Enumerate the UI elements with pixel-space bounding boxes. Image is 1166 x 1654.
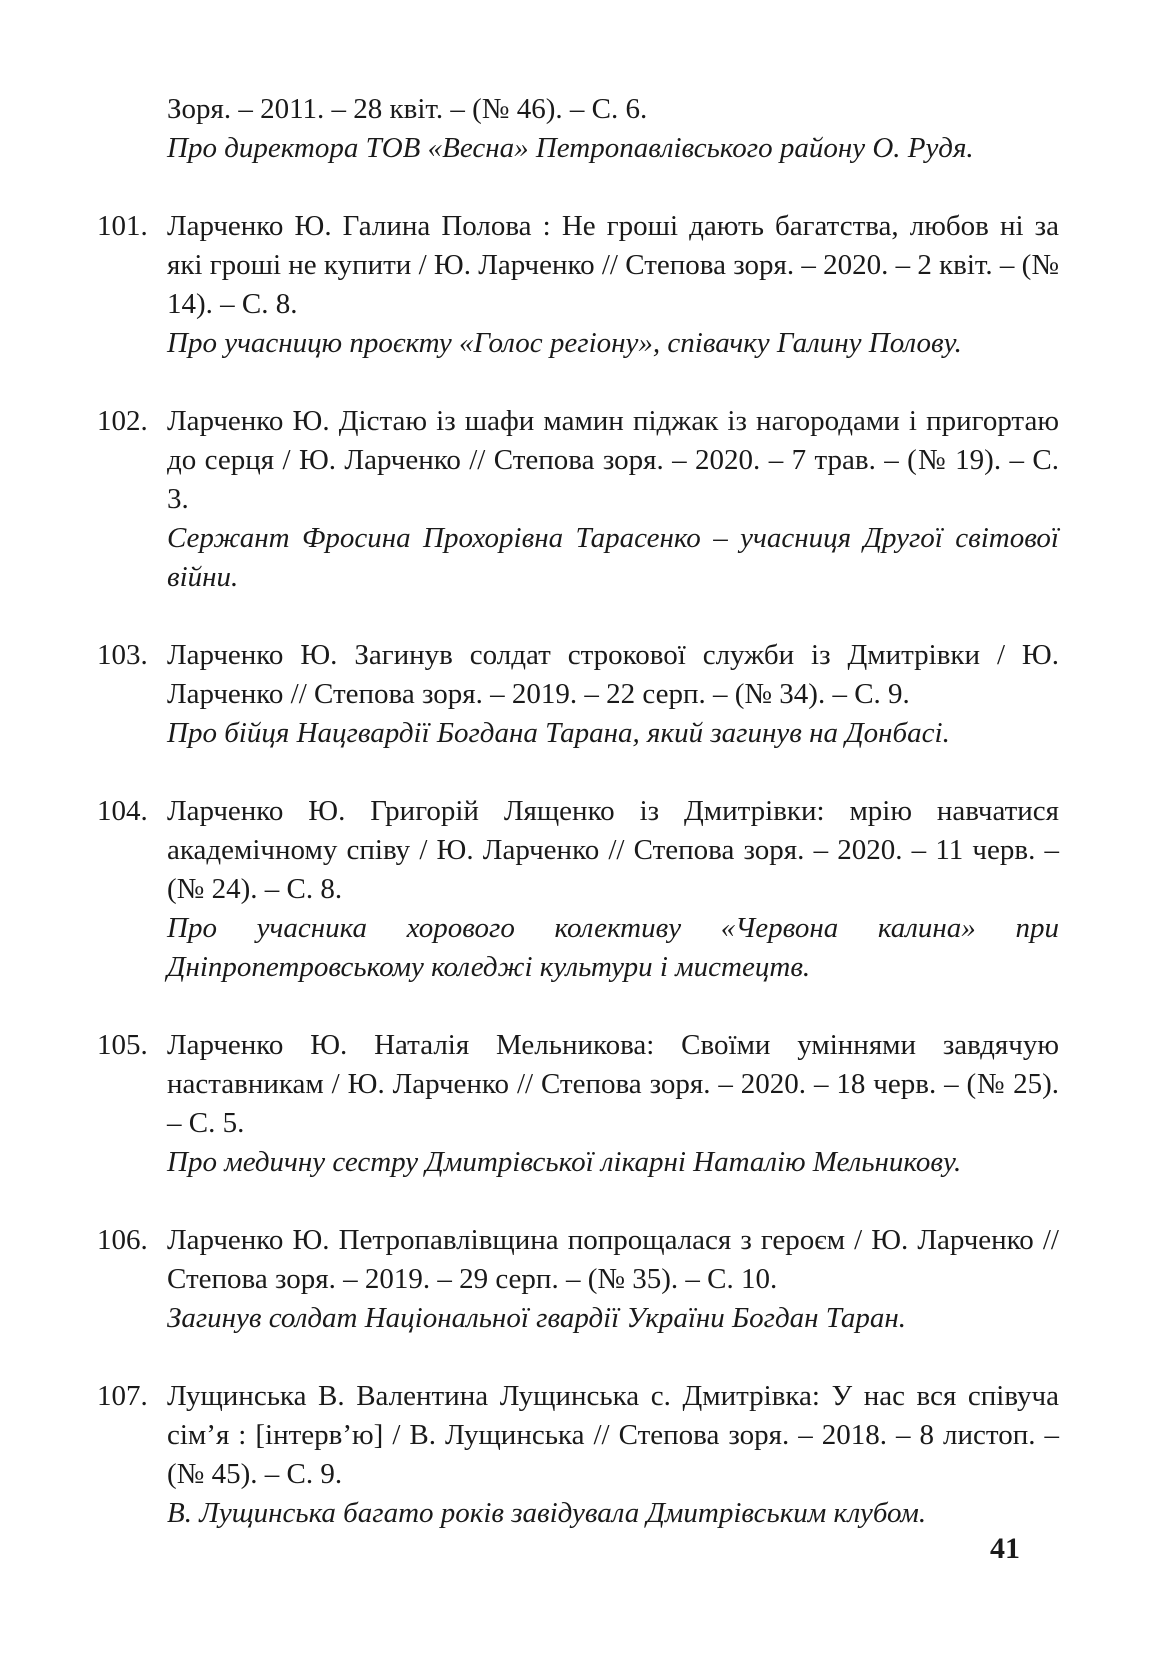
entry-body xyxy=(167,792,1059,987)
entry-number: 106. xyxy=(97,1224,148,1256)
entry-annotation: Про бійця Нацгвардії Богдана Тарана, який загинув на Донбасі. xyxy=(167,717,950,749)
entry-body xyxy=(167,1221,1059,1338)
entry-annotation: Про медичну сестру Дмитрівської лікарні Наталію Мельникову. xyxy=(167,1146,962,1178)
bibliography-entry-104 xyxy=(97,792,1059,987)
bibliography-entry-106 xyxy=(97,1221,1059,1338)
page-number: 41 xyxy=(990,1532,1020,1565)
entry-citation: Ларченко Ю. Галина Полова : Не гроші дають багатства, любов ні за які гроші не купити / Ю. Ларченко // Степова зоря. – 2020. – 2 квіт. – (№ 14). – С. 8. xyxy=(167,210,1059,320)
entry-citation: Ларченко Ю. Григорій Лященко із Дмитрівки: мрію навчатися академічному співу / Ю. Ларченко // Степова зоря. – 2020. – 11 черв. – (№ 24). – С. 8. xyxy=(167,795,1059,905)
bibliography-list xyxy=(97,90,1059,1572)
entry-body xyxy=(167,1377,1059,1533)
entry-number: 103. xyxy=(97,639,148,671)
entry-annotation: Про учасника хорового колективу «Червона калина» при Дніпропетровському коледжі культури і мистецтв. xyxy=(167,912,1059,983)
entry-citation: Ларченко Ю. Загинув солдат строкової служби із Дмитрівки / Ю. Ларченко // Степова зоря. – 2019. – 22 серп. – (№ 34). – С. 9. xyxy=(167,639,1059,710)
entry-number: 105. xyxy=(97,1029,148,1061)
entry-citation: Зоря. – 2011. – 28 квіт. – (№ 46). – С. 6. xyxy=(167,93,648,125)
entry-citation: Ларченко Ю. Дістаю із шафи мамин піджак із нагородами і пригортаю до серця / Ю. Ларченко // Степова зоря. – 2020. – 7 трав. – (№ 19). – С. 3. xyxy=(167,405,1059,515)
entry-citation: Лущинська В. Валентина Лущинська с. Дмитрівка: У нас вся співуча сім’я : [інтерв’ю] / В. Лущинська // Степова зоря. – 2018. – 8 листоп. – (№ 45). – С. 9. xyxy=(167,1380,1059,1490)
entry-annotation: В. Лущинська багато років завідувала Дмитрівським клубом. xyxy=(167,1497,927,1529)
entry-body xyxy=(167,1026,1059,1182)
entry-citation: Ларченко Ю. Петропавлівщина попрощалася з героєм / Ю. Ларченко // Степова зоря. – 2019. – 29 серп. – (№ 35). – С. 10. xyxy=(167,1224,1059,1295)
entry-citation: Ларченко Ю. Наталія Мельникова: Своїми уміннями завдячую наставникам / Ю. Ларченко // Степова зоря. – 2020. – 18 черв. – (№ 25). – С. 5. xyxy=(167,1029,1059,1139)
entry-number: 107. xyxy=(97,1380,148,1412)
entry-annotation: Сержант Фросина Прохорівна Тарасенко – учасниця Другої світової війни. xyxy=(167,522,1059,593)
entry-body xyxy=(167,402,1059,597)
bibliography-entry-105 xyxy=(97,1026,1059,1182)
bibliography-entry-103 xyxy=(97,636,1059,753)
bibliography-entry-101 xyxy=(97,207,1059,363)
entry-number: 104. xyxy=(97,795,148,827)
entry-annotation: Загинув солдат Національної гвардії України Богдан Таран. xyxy=(167,1302,906,1334)
entry-annotation: Про директора ТОВ «Весна» Петропавлівського району О. Рудя. xyxy=(167,132,974,164)
entry-number: 101. xyxy=(97,210,148,242)
entry-number: 102. xyxy=(97,405,148,437)
bibliography-entry-102 xyxy=(97,402,1059,597)
bibliography-entry-continued xyxy=(97,90,1059,168)
entry-body xyxy=(167,90,1059,168)
entry-body xyxy=(167,636,1059,753)
entry-annotation: Про учасницю проєкту «Голос регіону», співачку Галину Полову. xyxy=(167,327,962,359)
bibliography-entry-107 xyxy=(97,1377,1059,1533)
entry-body xyxy=(167,207,1059,363)
